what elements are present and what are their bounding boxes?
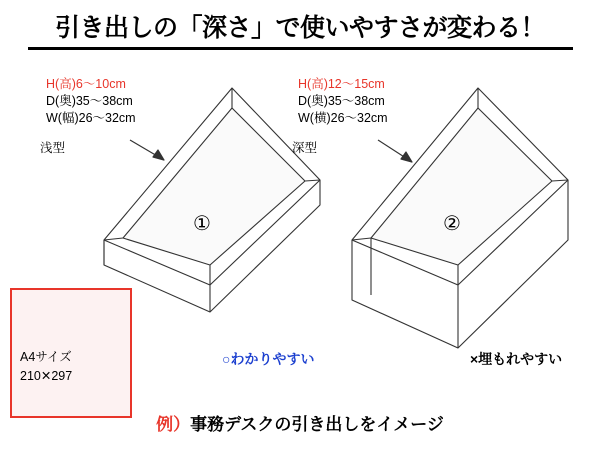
bottom-note-prefix: 例） (156, 415, 191, 434)
left-spec-width: W(幅)26〜32cm (46, 111, 136, 125)
a4-label-line2: 210✕297 (20, 369, 73, 383)
a4-reference-label (20, 348, 72, 386)
right-arrow (378, 140, 412, 162)
right-drawer-caption: ×埋もれやすい (470, 351, 563, 367)
left-spec-depth: D(奥)35〜38cm (46, 94, 133, 108)
a4-label-line1: A4サイズ (20, 350, 72, 364)
right-drawer-type-label: 深型 (292, 141, 318, 155)
left-drawer-specs (46, 76, 136, 127)
bottom-note (0, 410, 600, 435)
left-drawer-caption: ○わかりやすい (222, 351, 315, 367)
right-drawer-number: ② (443, 213, 461, 235)
shallow-drawer-shape (104, 88, 320, 312)
bottom-note-text: 事務デスクの引き出しをイメージ (190, 415, 444, 434)
right-spec-height: H(高)12〜15cm (298, 77, 385, 91)
right-spec-depth: D(奥)35〜38cm (298, 94, 385, 108)
left-spec-height: H(高)6〜10cm (46, 77, 126, 91)
left-arrow (130, 140, 164, 160)
right-spec-width: W(横)26〜32cm (298, 111, 388, 125)
page-title: 引き出しの「深さ」で使いやすさが変わる！ (54, 14, 545, 42)
right-drawer-specs (298, 76, 388, 127)
left-drawer-type-label: 浅型 (40, 141, 66, 155)
left-drawer-number: ① (193, 213, 211, 235)
